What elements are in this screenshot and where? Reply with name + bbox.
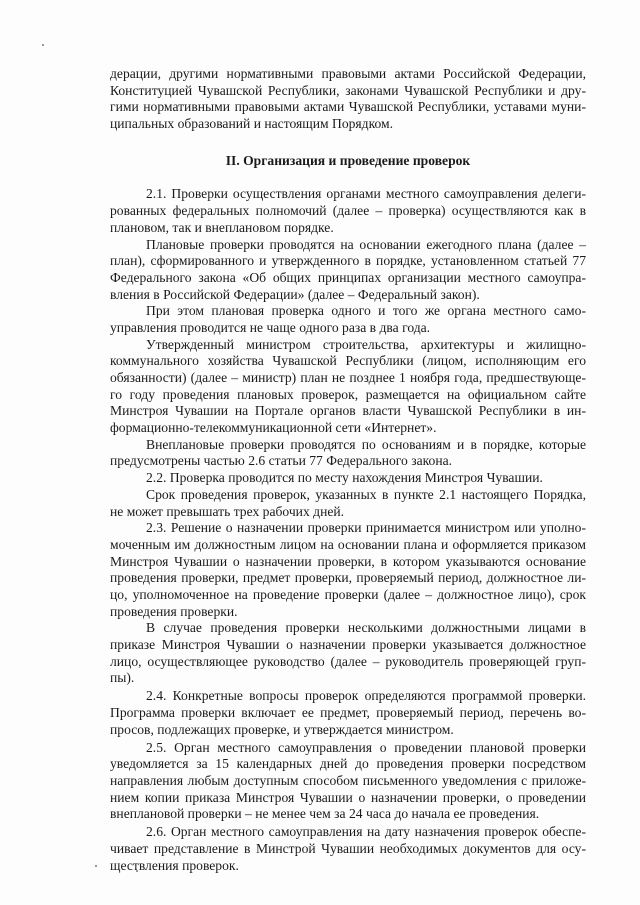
section-heading: II. Организация и проведение проверок xyxy=(225,152,471,168)
paragraph-check-duration xyxy=(110,487,586,520)
paragraph-approved-plan xyxy=(110,337,586,437)
text-line: 2.1. Проверки осуществления органами местного самоуправления делеги- xyxy=(146,186,586,202)
text-line: Внеплановые проверки проводятся по основаниям и в порядке, которые xyxy=(146,436,586,452)
text-line: плановом, так и внеплановом порядке. xyxy=(110,219,334,235)
paragraph-planned-checks xyxy=(110,237,586,304)
text-line: Плановые проверки проводятся на основании ежегодного плана (далее – xyxy=(146,236,586,252)
text-line: ципальных образований и настоящим Порядком. xyxy=(110,116,394,132)
text-line: дерации, другими нормативными правовыми актами Российской Федерации, xyxy=(110,66,586,81)
text-line: го году проведения плановых проверок, размещается на официальном сайте xyxy=(110,386,586,402)
paragraph-2-3 xyxy=(110,520,586,620)
text-line: обязанности) (далее – министр) план не позднее 1 ноября года, предшествующе- xyxy=(110,370,586,385)
text-line: приказе Минстроя Чувашии о назначении проверки указывается должностное xyxy=(110,637,586,652)
text-line: В случае проведения проверки несколькими должностными лицами в xyxy=(146,620,586,636)
text-line: просов, подлежащих проверке, и утверждается министром. xyxy=(110,721,454,737)
text-line: При этом плановая проверка одного и того же органа местного само- xyxy=(146,303,586,319)
text-line: управления проводится не чаще одного раза в два года. xyxy=(110,319,431,335)
scan-speck xyxy=(42,44,44,46)
text-line: предусмотрены частью 2.6 статьи 77 Федерального закона. xyxy=(110,453,453,469)
paragraph-2-5 xyxy=(110,740,586,823)
text-line: гими нормативными правовыми актами Чувашской Республики, уставами муни- xyxy=(110,99,586,115)
text-line: проведения проверки. xyxy=(110,603,238,619)
text-line: Минстроя Чувашии на Портале органов власти Чувашской Республики в ин- xyxy=(110,403,586,419)
text-line: Конституцией Чувашской Республики, законами Чувашской Республики и дру- xyxy=(110,82,586,98)
text-line: моченным им должностным лицом на основании плана и оформляется приказом xyxy=(110,536,586,552)
text-line: Программа проверки включает ее предмет, проверяемый период, перечень во- xyxy=(110,705,586,721)
scan-speck xyxy=(95,865,97,867)
paragraph-2-4 xyxy=(110,688,586,738)
text-line: 2.3. Решение о назначении проверки принимается министром или уполно- xyxy=(146,520,586,536)
paragraph-frequency xyxy=(110,303,586,336)
text-line: направления любым доступным способом письменного уведомления с приложе- xyxy=(110,773,586,789)
text-line: лицо, осуществляющее руководство (далее – руководитель проверяющей груп- xyxy=(110,653,586,669)
text-line: вления в Российской Федерации» (далее – Федеральный закон). xyxy=(110,286,480,302)
text-line: коммунального хозяйства Чувашской Республики (лицом, исполняющим его xyxy=(110,353,586,369)
text-line: ществления проверок. xyxy=(110,857,239,873)
text-line: 2.5. Орган местного самоуправления о проведении плановой проверки xyxy=(146,739,586,755)
text-line: рованных федеральных полномочий (далее – проверка) осуществляются как в xyxy=(110,203,586,219)
text-line: проведения проверки, предмет проверки, проверяемый период, должностное ли- xyxy=(110,570,586,586)
text-line: цо, уполномоченное на проведение проверки (далее – должностное лицо), срок xyxy=(110,586,586,602)
text-line: 2.6. Орган местного самоуправления на дату назначения проверок обеспе- xyxy=(146,824,586,840)
text-line: формационно-телекоммуникационной сети «Интернет». xyxy=(110,420,437,436)
text-line: пы). xyxy=(110,670,135,686)
text-line: план), сформированного и утвержденного в порядке, установленном статьей 77 xyxy=(110,253,586,269)
paragraph-2-1 xyxy=(110,186,586,236)
text-line: Срок проведения проверок, указанных в пункте 2.1 настоящего Порядка, xyxy=(146,486,586,502)
intro-paragraph xyxy=(110,66,586,133)
text-line: чивает представление в Минстрой Чувашии необходимых документов для осу- xyxy=(110,841,586,857)
text-line: уведомляется за 15 календарных дней до проведения проверки посредством xyxy=(110,756,586,772)
paragraph-2-6 xyxy=(110,824,586,874)
text-line: нием копии приказа Минстроя Чувашии о назначении проверки, о проведении xyxy=(110,789,586,805)
text-line: Минстроя Чувашии о назначении проверки, в котором указываются основание xyxy=(110,553,586,569)
paragraph-group-leader xyxy=(110,620,586,687)
text-line: внеплановой проверки – не менее чем за 24 часа до начала ее проведения. xyxy=(110,806,540,822)
document-body xyxy=(110,66,586,875)
text-line: Утвержденный министром строительства, архитектуры и жилищно- xyxy=(146,336,586,352)
paragraph-unplanned-checks xyxy=(110,437,586,470)
paragraph-2-2 xyxy=(110,470,586,487)
text-line: Федерального закона «Об общих принципах организации местного самоупра- xyxy=(110,269,586,285)
text-line: не может превышать трех рабочих дней. xyxy=(110,503,345,519)
text-line: 2.2. Проверка проводится по месту нахождения Минстроя Чувашии. xyxy=(146,470,543,486)
text-line: 2.4. Конкретные вопросы проверок определяются программой проверки. xyxy=(146,688,586,704)
